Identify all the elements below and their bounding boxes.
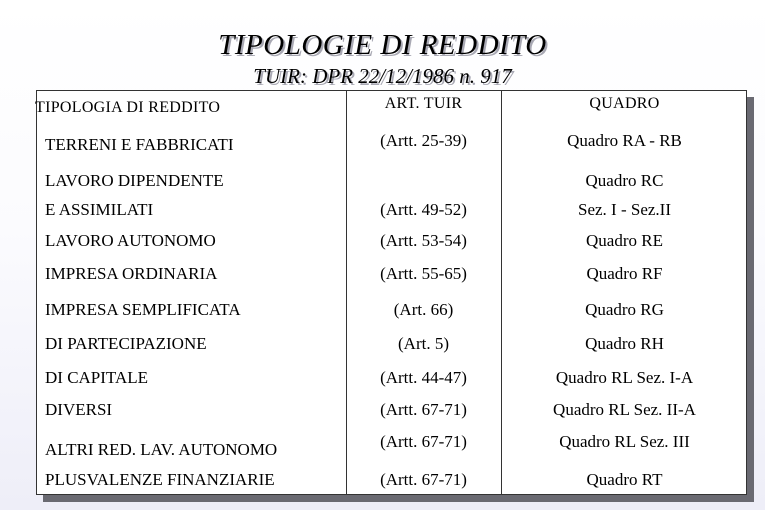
row-impresa-ordinaria-quadro: Quadro RF xyxy=(586,264,663,283)
row-diversi-tipologia: DIVERSI xyxy=(45,400,113,419)
row-capitale-tipologia: DI CAPITALE xyxy=(45,368,148,387)
page-subtitle: TUIR: DPR 22/12/1986 n. 917 xyxy=(253,64,512,88)
row-partecipazione-quadro: Quadro RH xyxy=(585,334,664,353)
redditi-table xyxy=(36,90,747,495)
row-impresa-semplificata-tipologia: IMPRESA SEMPLIFICATA xyxy=(45,300,241,319)
row-impresa-semplificata-art: (Art. 66) xyxy=(393,300,454,319)
row-lavoro-dipendente-art: (Artt. 49-52) xyxy=(380,200,467,219)
row-lavoro-dipendente-quadro: Quadro RC xyxy=(585,171,664,190)
row-altri-redditi-quadro: Quadro RL Sez. III xyxy=(559,432,690,451)
row-capitale-quadro: Quadro RL Sez. I-A xyxy=(555,368,694,387)
row-lavoro-autonomo-art: (Artt. 53-54) xyxy=(380,231,467,250)
row-terreni-tipologia: TERRENI E FABBRICATI xyxy=(45,135,234,154)
row-terreni-quadro: Quadro RA - RB xyxy=(567,131,682,150)
row-plusvalenze-art: (Artt. 67-71) xyxy=(380,470,467,489)
row-lavoro-dipendente-tipologia: LAVORO DIPENDENTE xyxy=(45,171,224,190)
row-altri-redditi-tipologia: ALTRI RED. LAV. AUTONOMO xyxy=(45,440,278,459)
row-lavoro-dipendente-tipologia-line2: E ASSIMILATI xyxy=(45,200,154,219)
row-plusvalenze-tipologia: PLUSVALENZE FINANZIARIE xyxy=(45,470,275,489)
row-partecipazione-art: (Art. 5) xyxy=(398,334,449,353)
column-divider-2 xyxy=(501,91,502,494)
row-diversi-art: (Artt. 67-71) xyxy=(380,400,467,419)
row-altri-redditi-art: (Artt. 67-71) xyxy=(380,432,467,451)
row-impresa-semplificata-quadro: Quadro RG xyxy=(585,300,664,319)
row-impresa-ordinaria-tipologia: IMPRESA ORDINARIA xyxy=(45,264,218,283)
page-title: TIPOLOGIE DI REDDITO xyxy=(218,29,547,61)
header-art: ART. TUIR xyxy=(384,95,463,112)
row-terreni-art: (Artt. 25-39) xyxy=(380,131,467,150)
row-diversi-quadro: Quadro RL Sez. II-A xyxy=(553,400,696,419)
row-lavoro-autonomo-tipologia: LAVORO AUTONOMO xyxy=(45,231,216,250)
header-quadro: QUADRO xyxy=(589,95,660,112)
row-lavoro-dipendente-quadro-line2: Sez. I - Sez.II xyxy=(578,200,671,219)
header-tipologia: TIPOLOGIA DI REDDITO xyxy=(35,99,221,116)
row-partecipazione-tipologia: DI PARTECIPAZIONE xyxy=(45,334,207,353)
row-lavoro-autonomo-quadro: Quadro RE xyxy=(586,231,663,250)
row-impresa-ordinaria-art: (Artt. 55-65) xyxy=(380,264,467,283)
row-plusvalenze-quadro: Quadro RT xyxy=(586,470,663,489)
row-capitale-art: (Artt. 44-47) xyxy=(380,368,467,387)
